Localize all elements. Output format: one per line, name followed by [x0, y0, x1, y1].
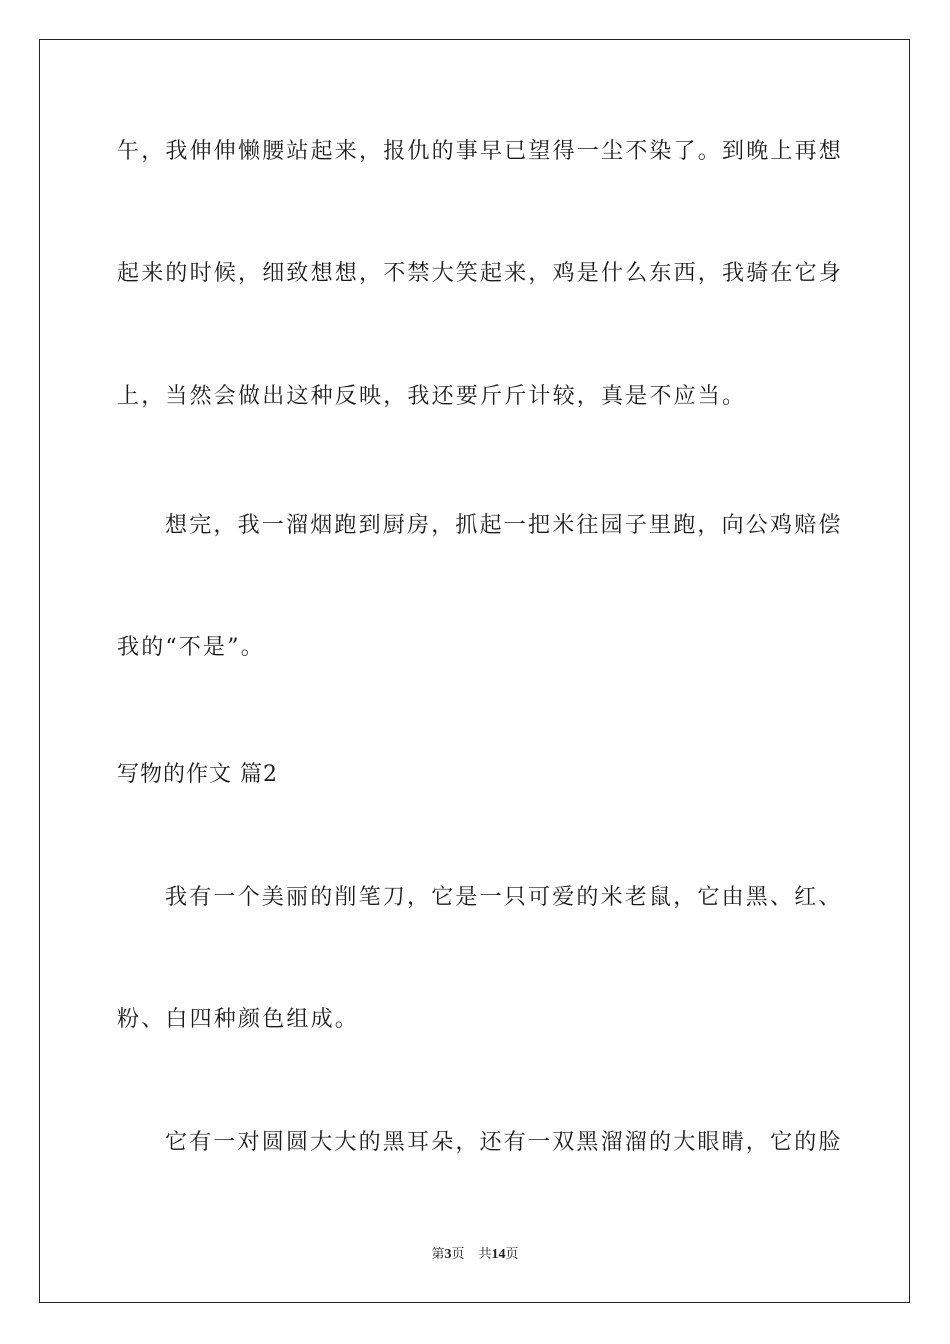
page-footer [0, 1246, 950, 1264]
paragraph-line: 上，当然会做出这种反映，我还要斤斤计较，真是不应当。 [117, 384, 747, 409]
total-prefix: 共 [478, 1247, 492, 1262]
page-number: 3 [444, 1247, 452, 1262]
paragraph-line: 它有一对圆圆大大的黑耳朵，还有一双黑溜溜的大眼睛，它的脸 [165, 1130, 843, 1155]
page-suffix: 页 [451, 1247, 465, 1262]
page-border [39, 39, 910, 1303]
paragraph-line: 我的“不是”。 [117, 635, 265, 660]
paragraph-line: 起来的时候，细致想想，不禁大笑起来，鸡是什么东西，我骑在它身 [117, 261, 844, 286]
paragraph-line: 我有一个美丽的削笔刀，它是一只可爱的米老鼠，它由黑、红、 [165, 885, 843, 910]
paragraph-line: 想完，我一溜烟跑到厨房，抓起一把米往园子里跑，向公鸡赔偿 [165, 513, 843, 538]
section-heading: 写物的作文 篇2 [117, 762, 278, 787]
page-prefix: 第 [431, 1247, 445, 1262]
total-pages: 14 [491, 1247, 506, 1262]
total-suffix: 页 [505, 1247, 519, 1262]
paragraph-line: 午，我伸伸懒腰站起来，报仇的事早已望得一尘不染了。到晚上再想 [117, 139, 844, 164]
paragraph-line: 粉、白四种颜色组成。 [117, 1007, 360, 1032]
